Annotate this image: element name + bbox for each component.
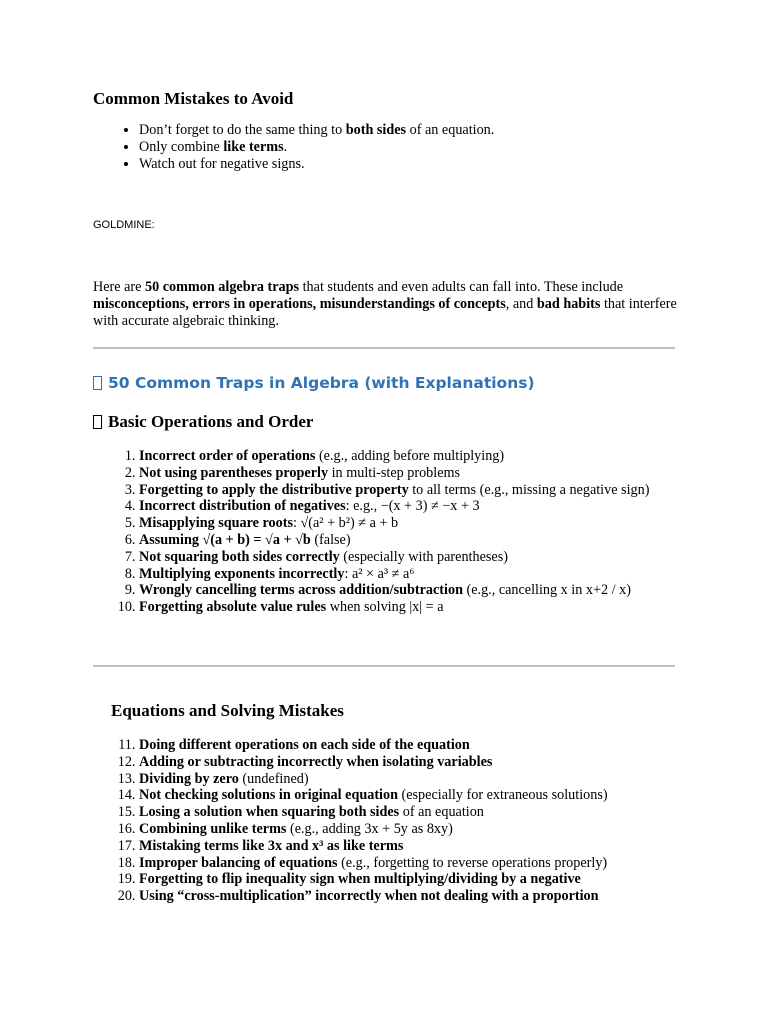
list-item: 19. Forgetting to flip inequality sign when multiplying/dividing by a negative bbox=[139, 871, 719, 888]
list-item: 18. Improper balancing of equations (e.g., forgetting to reverse operations properly) bbox=[139, 855, 719, 872]
list-item: • Watch out for negative signs. bbox=[139, 156, 494, 173]
list-item: 2. Not using parentheses properly in multi-step problems bbox=[139, 465, 675, 482]
mistakes-list bbox=[93, 122, 494, 173]
list-item: 14. Not checking solutions in original equation (especially for extraneous solutions) bbox=[139, 787, 719, 804]
list-item: 7. Not squaring both sides correctly (especially with parentheses) bbox=[139, 549, 675, 566]
list-item: 17. Mistaking terms like 3x and x³ as like terms bbox=[139, 838, 719, 855]
horizontal-rule bbox=[93, 665, 675, 667]
section1-list bbox=[93, 448, 675, 616]
list-item: • Don’t forget to do the same thing to both sides of an equation. bbox=[139, 122, 494, 139]
traps-heading: 50 Common Traps in Algebra (with Explanations) bbox=[93, 374, 535, 392]
horizontal-rule bbox=[93, 347, 675, 349]
list-item: 13. Dividing by zero (undefined) bbox=[139, 771, 719, 788]
list-item: 15. Losing a solution when squaring both sides of an equation bbox=[139, 804, 719, 821]
list-item: 10. Forgetting absolute value rules when solving |x| = a bbox=[139, 599, 675, 616]
section1-heading: Basic Operations and Order bbox=[93, 412, 313, 432]
list-item: 5. Misapplying square roots: √(a² + b²) ≠ a + b bbox=[139, 515, 675, 532]
intro-paragraph: Here are 50 common algebra traps that students and even adults can fall into. These include misconceptions, errors in operations, misunderstandings of concepts, and bad habits that interfere with accurate algebraic thinking. bbox=[93, 279, 677, 329]
list-item: • Only combine like terms. bbox=[139, 139, 494, 156]
missing-glyph-icon bbox=[93, 415, 102, 429]
list-item: 11. Doing different operations on each side of the equation bbox=[139, 737, 719, 754]
list-item: 20. Using “cross-multiplication” incorrectly when not dealing with a proportion bbox=[139, 888, 719, 905]
list-item: 8. Multiplying exponents incorrectly: a² × a³ ≠ a⁶ bbox=[139, 566, 675, 583]
list-item: 12. Adding or subtracting incorrectly when isolating variables bbox=[139, 754, 719, 771]
list-item: 9. Wrongly cancelling terms across addition/subtraction (e.g., cancelling x in x+2 / x) bbox=[139, 582, 675, 599]
missing-glyph-icon bbox=[93, 376, 102, 390]
list-item: 16. Combining unlike terms (e.g., adding 3x + 5y as 8xy) bbox=[139, 821, 719, 838]
mistakes-heading: Common Mistakes to Avoid bbox=[93, 89, 294, 108]
section2-list bbox=[93, 737, 719, 905]
goldmine-label: GOLDMINE: bbox=[93, 219, 155, 231]
list-item: 4. Incorrect distribution of negatives: e.g., −(x + 3) ≠ −x + 3 bbox=[139, 498, 675, 515]
list-item: 1. Incorrect order of operations (e.g., adding before multiplying) bbox=[139, 448, 675, 465]
list-item: 3. Forgetting to apply the distributive property to all terms (e.g., missing a negative sign) bbox=[139, 482, 675, 499]
section2-heading: Equations and Solving Mistakes bbox=[111, 701, 344, 720]
list-item: 6. Assuming √(a + b) = √a + √b (false) bbox=[139, 532, 675, 549]
